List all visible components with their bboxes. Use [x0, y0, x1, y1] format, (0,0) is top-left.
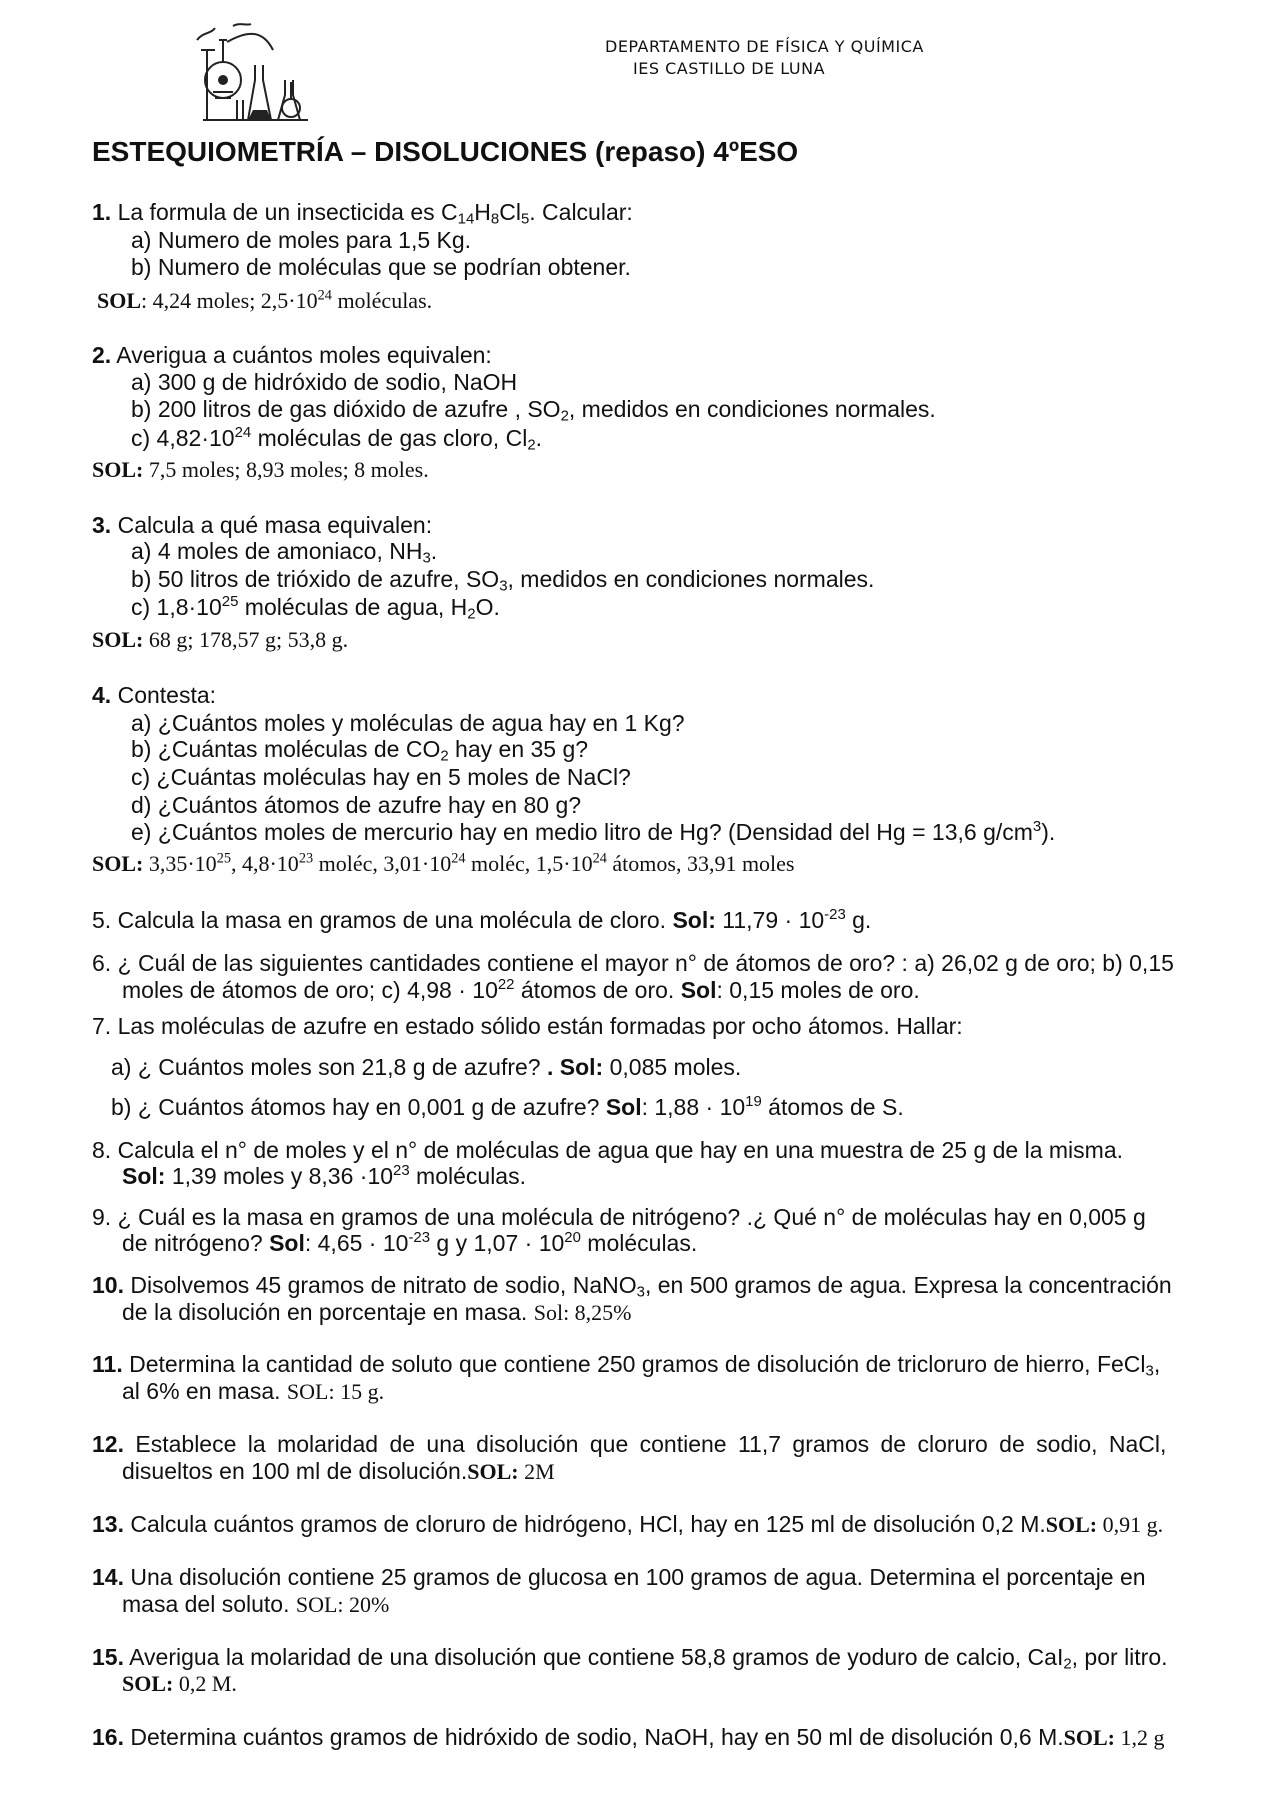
problem-6-line-2: moles de átomos de oro; c) $4,98 \cdot 10^{22}$ átomos de oro. Sol: 0,15 moles de oro.: [122, 976, 920, 1003]
problem-16: 16. Determina cuántos gramos de hidróxido de sodio, NaOH, hay en 50 ml de disolución 0,6 M.SOL: 1,2 g: [92, 1724, 1165, 1750]
problem-1-item-b: b) Numero de moléculas que se podrían obtener.: [131, 254, 631, 280]
problem-4-item-c: c) ¿Cuántas moléculas hay en 5 moles de NaCl?: [131, 764, 631, 790]
laboratory-glassware-icon: [193, 20, 318, 128]
problem-2-item-c: c) $4,82\cdot 10^{24}$ moléculas de gas cloro, $Cl_2$.: [131, 424, 543, 454]
problem-15-solution: SOL: 0,2 M.: [122, 1671, 237, 1696]
problem-2-item-a: a) 300 g de hidróxido de sodio, NaOH: [131, 369, 518, 395]
department-name: DEPARTAMENTO DE FÍSICA Y QUÍMICA: [605, 37, 924, 56]
page-title: ESTEQUIOMETRÍA – DISOLUCIONES (repaso) 4ºESO: [92, 136, 799, 167]
problem-12-line-2: disueltos en 100 ml de disolución.SOL: 2M: [122, 1458, 555, 1484]
problem-5: 5. Calcula la masa en gramos de una molécula de cloro. Sol: $11,79 \cdot 10^{-23}$ g.: [92, 906, 872, 933]
problem-4-solution: SOL: $3,35\cdot 10^{25}$, $4,8\cdot 10^{23}$ moléc, $3,01\cdot 10^{24}$ moléc, $1,5\cdot 10^{24}$ átomos, 33,91 moles: [92, 850, 795, 876]
problem-9-line-2: de nitrógeno? Sol: $4,65 \cdot 10^{-23}$ g y $1,07 \cdot 10^{20}$ moléculas.: [122, 1229, 698, 1256]
problem-11-line-1: 11. Determina la cantidad de soluto que contiene 250 gramos de disolución de tricloruro de hierro, FeCl$_3$,: [92, 1351, 1161, 1380]
problem-2-intro: 2. Averigua a cuántos moles equivalen:: [92, 342, 492, 368]
problem-12-line-1: 12. Establece la molaridad de una disolución que contiene 11,7 gramos de cloruro de sodio, NaCl,: [92, 1431, 1167, 1457]
problem-13: 13. Calcula cuántos gramos de cloruro de hidrógeno, HCl, hay en 125 ml de disolución 0,2 M.SOL: 0,91 g.: [92, 1511, 1164, 1537]
problem-3-solution: SOL: 68 g; 178,57 g; 53,8 g.: [92, 627, 349, 652]
problem-1-item-a: a) Numero de moles para 1,5 Kg.: [131, 227, 472, 253]
problem-8-solution: Sol: 1,39 moles y $8,36 \cdot 10^{23}$ moléculas.: [122, 1162, 526, 1189]
problem-4-item-a: a) ¿Cuántos moles y moléculas de agua hay en 1 Kg?: [131, 710, 685, 736]
problem-7-intro: 7. Las moléculas de azufre en estado sólido están formadas por ocho átomos. Hallar:: [92, 1013, 963, 1039]
problem-2-solution: SOL: 7,5 moles; 8,93 moles; 8 moles.: [92, 457, 429, 482]
problem-15-line-1: 15. Averigua la molaridad de una disolución que contiene 58,8 gramos de yoduro de calcio, CaI$_2$, por litro.: [92, 1644, 1168, 1673]
problem-11-line-2: al 6% en masa. SOL: 15 g.: [122, 1378, 385, 1404]
problem-4-item-e: e) ¿Cuántos moles de mercurio hay en medio litro de Hg? (Densidad del Hg = 13,6 $g/cm^3$).: [131, 818, 1056, 845]
problem-7-item-b: b) ¿ Cuántos átomos hay en 0,001 g de azufre? Sol: $1,88 \cdot 10^{19}$ átomos de S.: [111, 1093, 904, 1120]
problem-8-line-1: 8. Calcula el n° de moles y el n° de moléculas de agua que hay en una muestra de 25 g de la misma.: [92, 1137, 1124, 1163]
problem-6-line-1: 6. ¿ Cuál de las siguientes cantidades contiene el mayor n° de átomos de oro? : a) 26,02 g de oro; b) 0,15: [92, 950, 1174, 976]
problem-1-solution: SOL: 4,24 moles; $2,5\cdot 10^{24}$ moléculas.: [97, 287, 433, 313]
problem-10-line-2: de la disolución en porcentaje en masa. Sol: 8,25%: [122, 1299, 632, 1325]
problem-7-item-a: a) ¿ Cuántos moles son 21,8 g de azufre? . Sol: 0,085 moles.: [111, 1054, 742, 1080]
problem-2-item-b: b) 200 litros de gas dióxido de azufre , $SO_2$, medidos en condiciones normales.: [131, 396, 936, 425]
problem-4-intro: 4. Contesta:: [92, 682, 217, 708]
problem-3-item-b: b) 50 litros de trióxido de azufre, $SO_3$, medidos en condiciones normales.: [131, 566, 875, 595]
problem-1-intro: 1. La formula de un insecticida es $C_{14}H_8Cl_5$. Calcular:: [92, 199, 633, 228]
problem-4-item-b: b) ¿Cuántas moléculas de $CO_2$ hay en 35 g?: [131, 736, 589, 765]
department-header: [605, 36, 924, 80]
problem-3-item-c: c) $1,8\cdot 10^{25}$ moléculas de agua, $H_2O$.: [131, 593, 500, 623]
problem-4-item-d: d) ¿Cuántos átomos de azufre hay en 80 g?: [131, 792, 582, 818]
problem-14-line-2: masa del soluto. SOL: 20%: [122, 1591, 390, 1617]
problem-9-line-1: 9. ¿ Cuál es la masa en gramos de una molécula de nitrógeno? .¿ Qué n° de moléculas hay en 0,005 g: [92, 1204, 1146, 1230]
school-name: IES CASTILLO DE LUNA: [633, 59, 826, 78]
problem-3-intro: 3. Calcula a qué masa equivalen:: [92, 512, 433, 538]
problem-10-line-1: 10. Disolvemos 45 gramos de nitrato de sodio, NaNO$_3$, en 500 gramos de agua. Expresa la concentración: [92, 1272, 1172, 1301]
problem-14-line-1: 14. Una disolución contiene 25 gramos de glucosa en 100 gramos de agua. Determina el porcentaje en: [92, 1564, 1146, 1590]
problem-3-item-a: a) 4 moles de amoniaco, $NH_3$.: [131, 538, 438, 567]
